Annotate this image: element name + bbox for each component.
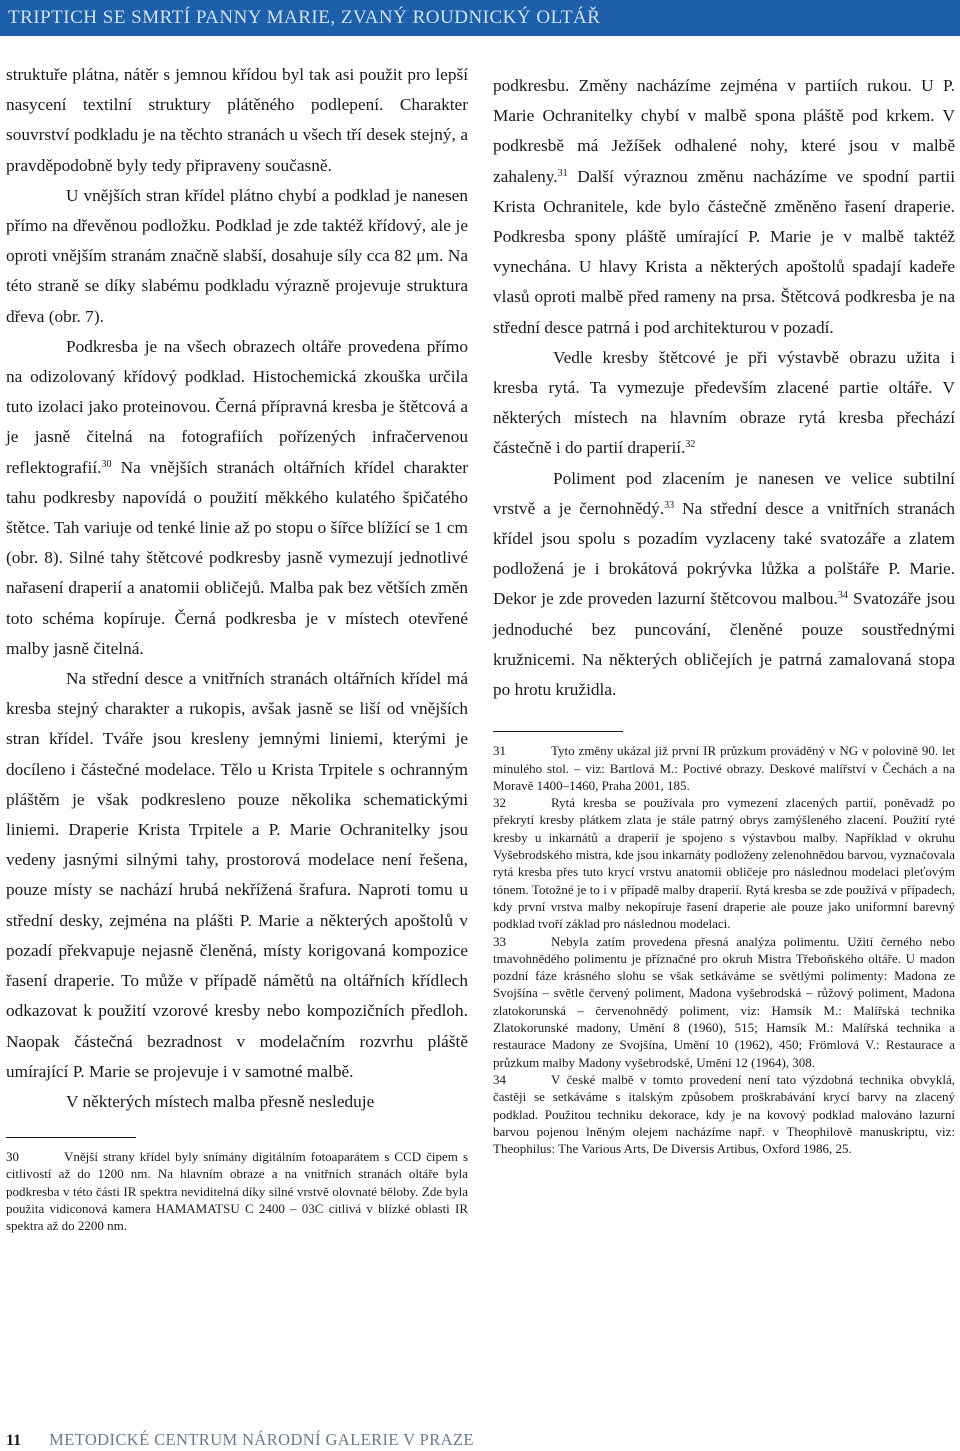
running-header [0, 0, 960, 36]
body-paragraph: V některých místech malba přesně nesleduje [66, 1091, 375, 1111]
body-paragraph: podkresbu. Změny nacházíme zejména v partiích rukou. U P. Marie Ochranitelky chybí v malbě spona pláště pod krkem. V podkresbě má Ježíšek odhalené nohy, které jsou v malbě zahaleny.$^{31}$ Další výraznou změnu nacházíme ve spodní partii Krista Ochranitele, kde bylo částečně změněno řasení draperie. Podkresba spony pláště umírající P. Marie je v malbě taktéž vynechána. U hlavy Krista a některých apoštolů spadají kadeře vlasů oproti malbě před rameny na prsa. Štětcová podkresba je na střední desce patrná i pod architekturou v pozadí. [493, 76, 955, 337]
footnote: 32 Rytá kresba se používala pro vymezení zlacených partií, poněvadž po překrytí kresby plátkem zlata je stále patrný obrys zamýšleného zlacení. Použití ryté kresby u inkarnátů a draperií je spojeno s výstavbou malby. Například v okruhu Vyšebrodského mistra, kde jsou inkarnáty podloženy zelenohnědou barvou, vyznačovala rytá kresba přes tuto krycí vrstvu anatomii obličeje pro následnou modelaci pleťovým tónem. Totožné je to i v případě malby draperií. Rytá kresba se zde používá v případech, kdy první vrstva malby nekopíruje řasení draperie ale pouze jako uniformní barevný podklad tvoří základ pro následnou modelaci. [493, 795, 955, 932]
footnote-divider [493, 731, 623, 732]
running-header-title: TRIPTICH SE SMRTÍ PANNY MARIE, ZVANÝ ROUDNICKÝ OLTÁŘ [8, 7, 601, 28]
footnote-number: 33 [493, 933, 506, 949]
right-column [493, 71, 955, 1157]
footnote: 30 Vnější strany křídel byly snímány digitálním fotoaparátem s CCD čipem s citlivostí až do 1200 nm. Na hlavním obraze a na vnitřních stranách oltáře byla podkresba v této části IR spektra neviditelná díky silné vrstvě olovnaté běloby. Zde byla použita vidiconová kamera HAMAMATSU C 2400 – 03C citlivá v blízké oblasti IR spektra až do 2200 nm. [6, 1149, 468, 1234]
footnote-ref[interactable]: 34 [837, 590, 848, 602]
footnote-number: 34 [493, 1071, 506, 1087]
footnote-ref[interactable]: 33 [664, 499, 675, 511]
footnote: 33 Nebyla zatím provedena přesná analýza polimentu. Užití černého nebo tmavohnědého polimentu je příznačné pro okruh Mistra Třeboňského oltáře. U madon pozdní fáze krásného slohu se však setkáváme se světlými polimenty: Madona ze Svojšína – světle červený poliment, Madona vyšebrodská – růžový poliment, Madona zlatokorunská – červenohnědý poliment, viz: Hamsík M.: Malířská technika Zlatokorunské madony, Umění 8 (1960), 515; Hamsík M.: Malířská technika a restaurace Madony ze Svojšína, Umění 10 (1962), 450; Frömlová V.: Restaurace a průzkum malby Madony vyšebrodské, Umění 12 (1964), 308. [493, 933, 955, 1070]
page-number: 11 [6, 1432, 22, 1449]
footnote: 34 V české malbě v tomto provedení není tato výzdobná technika obvyklá, častěji se setkáváme s italským způsobem proškrabávání krycí barvy na zlacený podklad. Použitou techniku dekorace, kdy je na kovový podklad malováno lazurní barvou pojenou lněným olejem nacházíme např. v Theophilově manuskriptu, viz: Theophilus: The Various Arts, De Diversis Artibus, Oxford 1986, 25. [493, 1071, 955, 1157]
body-paragraph: Podkresba je na všech obrazech oltáře provedena přímo na odizolovaný křídový podklad. Histochemická zkouška určila tuto izolaci jako proteinovou. Černá přípravná kresba je štětcová a je jasně čitelná na fotografiích pořízených infračervenou reflektografií.$^{30}$ Na vnějších stranách oltářních křídel charakter tahu podkresby napovídá o použití měkkého kulatého špičatého štětce. Tah variuje od tenké linie až po stopu o šířce blížící se 1 cm (obr. 8). Silné tahy štětcové podkresby jasně vymezují jednotlivé nařasení draperií a anatomii obličejů. Malba pak bez větších změn toto schéma kopíruje. Černá podkresba je v místech otevřené malby jasně čitelná. [6, 336, 468, 658]
footnote-ref[interactable]: 30 [101, 458, 112, 470]
footnote-number: 30 [6, 1149, 19, 1165]
body-paragraph: Poliment pod zlacením je nanesen ve velice subtilní vrstvě a je černohnědý.$^{33}$ Na střední desce a vnitřních stranách křídel jsou spolu s pozadím vyzlaceny také svatozáře a zlatem podložená je i brokátová pokrývka lůžka a polštáře P. Marie. Dekor je zde proveden lazurní štětcovou malbou.$^{34}$ Svatozáře jsou jednoduché bez puncování, členěné pouze soustřednými kružnicemi. Na některých obličejích je patrná zamalovaná stopa po hrotu kružidla. [493, 468, 955, 700]
footnotes [6, 1148, 468, 1234]
body-paragraph: Vedle kresby štětcové je při výstavbě obrazu užita i kresba rytá. Ta vymezuje především zlacené partie oltáře. V některých místech na hlavním obraze rytá kresba přechází částečně i do partií draperií.$^{32}$ [493, 347, 955, 458]
footnote-divider [6, 1137, 136, 1138]
footnote-ref[interactable]: 32 [685, 439, 696, 451]
body-paragraph: U vnějších stran křídel plátno chybí a podklad je nanesen přímo na dřevěnou podložku. Podklad je zde taktéž křídový, ale je oproti vnějším stranám značně slabší, dosahuje síly cca 82 μm. Na této straně se díky slabému podkladu výrazně projevuje struktura dřeva (obr. 7). [6, 185, 468, 326]
body-paragraph: Na střední desce a vnitřních stranách oltářních křídel má kresba stejný charakter a rukopis, avšak jasně se liší od vnějších stran křídel. Tváře jsou kresleny jemnými liniemi, kterými je docíleno i částečné modelace. Tělo u Krista Trpitele s ochranným pláštěm je však podkresleno pouze několika schematickými liniemi. Draperie Krista Trpitele a P. Marie Ochranitelky jsou vedeny jasnými silnými tahy, prostorová modelace není řešena, pouze místy se nachází hrubá nekřížená šrafura. Naproti tomu u střední desky, zejména na plášti P. Marie a některých apoštolů v pozadí překvapuje nejasně členěná, místy korigovaná kompozice řasení draperie. To může v případě námětů na oltářních křídlech odkazovat k použití vzorové kresby nebo kompozičních předloh. Naopak částečná bezradnost v modelačním rozvrhu pláště umírající P. Marie se projevuje i v samotné malbě. [6, 669, 468, 1081]
body-paragraph: struktuře plátna, nátěr s jemnou křídou byl tak asi použit pro lepší nasycení textilní struktury plátěného podlepení. Charakter souvrství podkladu je na těchto stranách u všech tří desek stejný, a pravděpodobně byly tedy připraveny současně. [6, 65, 468, 175]
left-column [6, 60, 468, 1235]
footer-publisher: METODICKÉ CENTRUM NÁRODNÍ GALERIE V PRAZE [49, 1430, 474, 1449]
footnote-ref[interactable]: 31 [557, 167, 568, 179]
footnote-number: 32 [493, 795, 506, 811]
page-footer [6, 1430, 474, 1450]
footnote: 31 Tyto změny ukázal již první IR průzkum prováděný v NG v polovině 90. let minulého stol. – viz: Bartlová M.: Poctivé obrazy. Deskové malířství v Čechách a na Moravě 1400–1460, Praha 2001, 185. [493, 743, 955, 793]
footnote-number: 31 [493, 743, 506, 759]
footnotes [493, 742, 955, 1157]
